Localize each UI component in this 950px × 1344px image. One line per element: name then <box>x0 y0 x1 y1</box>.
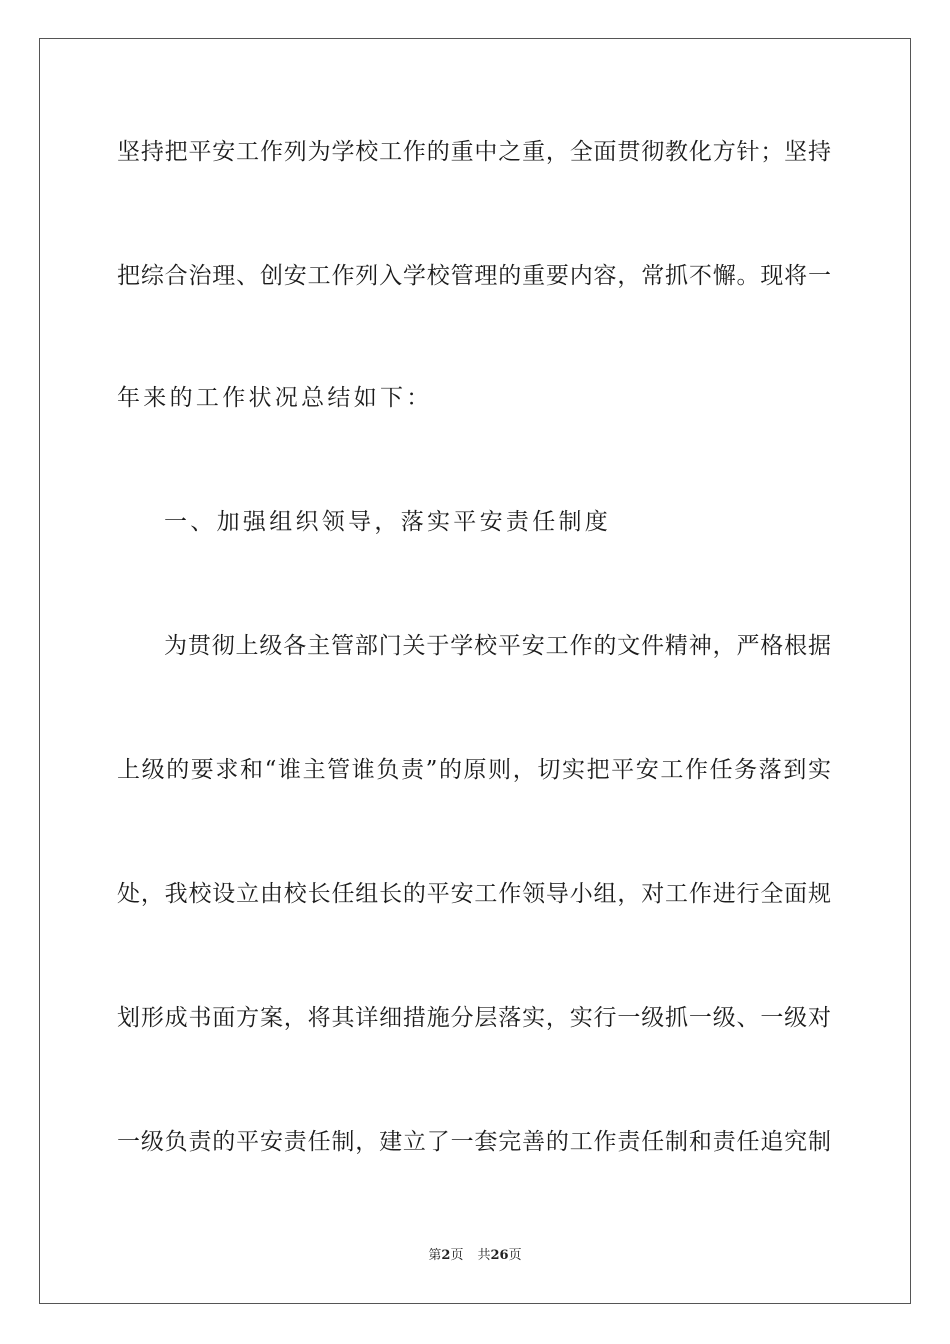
total-suffix: 页 <box>508 1248 522 1263</box>
body-line-3: 年来的工作状况总结如下： <box>117 385 433 411</box>
body-line-6: 上级的要求和“谁主管谁负责”的原则，切实把平安工作任务落到实 <box>117 757 831 783</box>
page-border <box>39 38 911 1304</box>
total-prefix: 共 <box>477 1248 491 1263</box>
body-line-8: 划形成书面方案，将其详细措施分层落实，实行一级抓一级、一级对 <box>117 1005 831 1031</box>
body-line-5: 为贯彻上级各主管部门关于学校平安工作的文件精神，严格根据 <box>164 633 831 659</box>
page-number: 2 <box>441 1248 451 1263</box>
total-pages: 26 <box>490 1248 509 1263</box>
body-line-9: 一级负责的平安责任制，建立了一套完善的工作责任制和责任追究制 <box>117 1129 831 1155</box>
page-prefix: 第 <box>428 1248 442 1263</box>
page-footer <box>0 1248 950 1264</box>
body-line-7: 处，我校设立由校长任组长的平安工作领导小组，对工作进行全面规 <box>117 881 831 907</box>
section-heading: 一、加强组织领导，落实平安责任制度 <box>164 509 612 535</box>
body-line-2: 把综合治理、创安工作列入学校管理的重要内容，常抓不懈。现将一 <box>117 263 831 289</box>
page-suffix: 页 <box>450 1248 464 1263</box>
body-line-1: 坚持把平安工作列为学校工作的重中之重，全面贯彻教化方针；坚持 <box>117 139 831 165</box>
